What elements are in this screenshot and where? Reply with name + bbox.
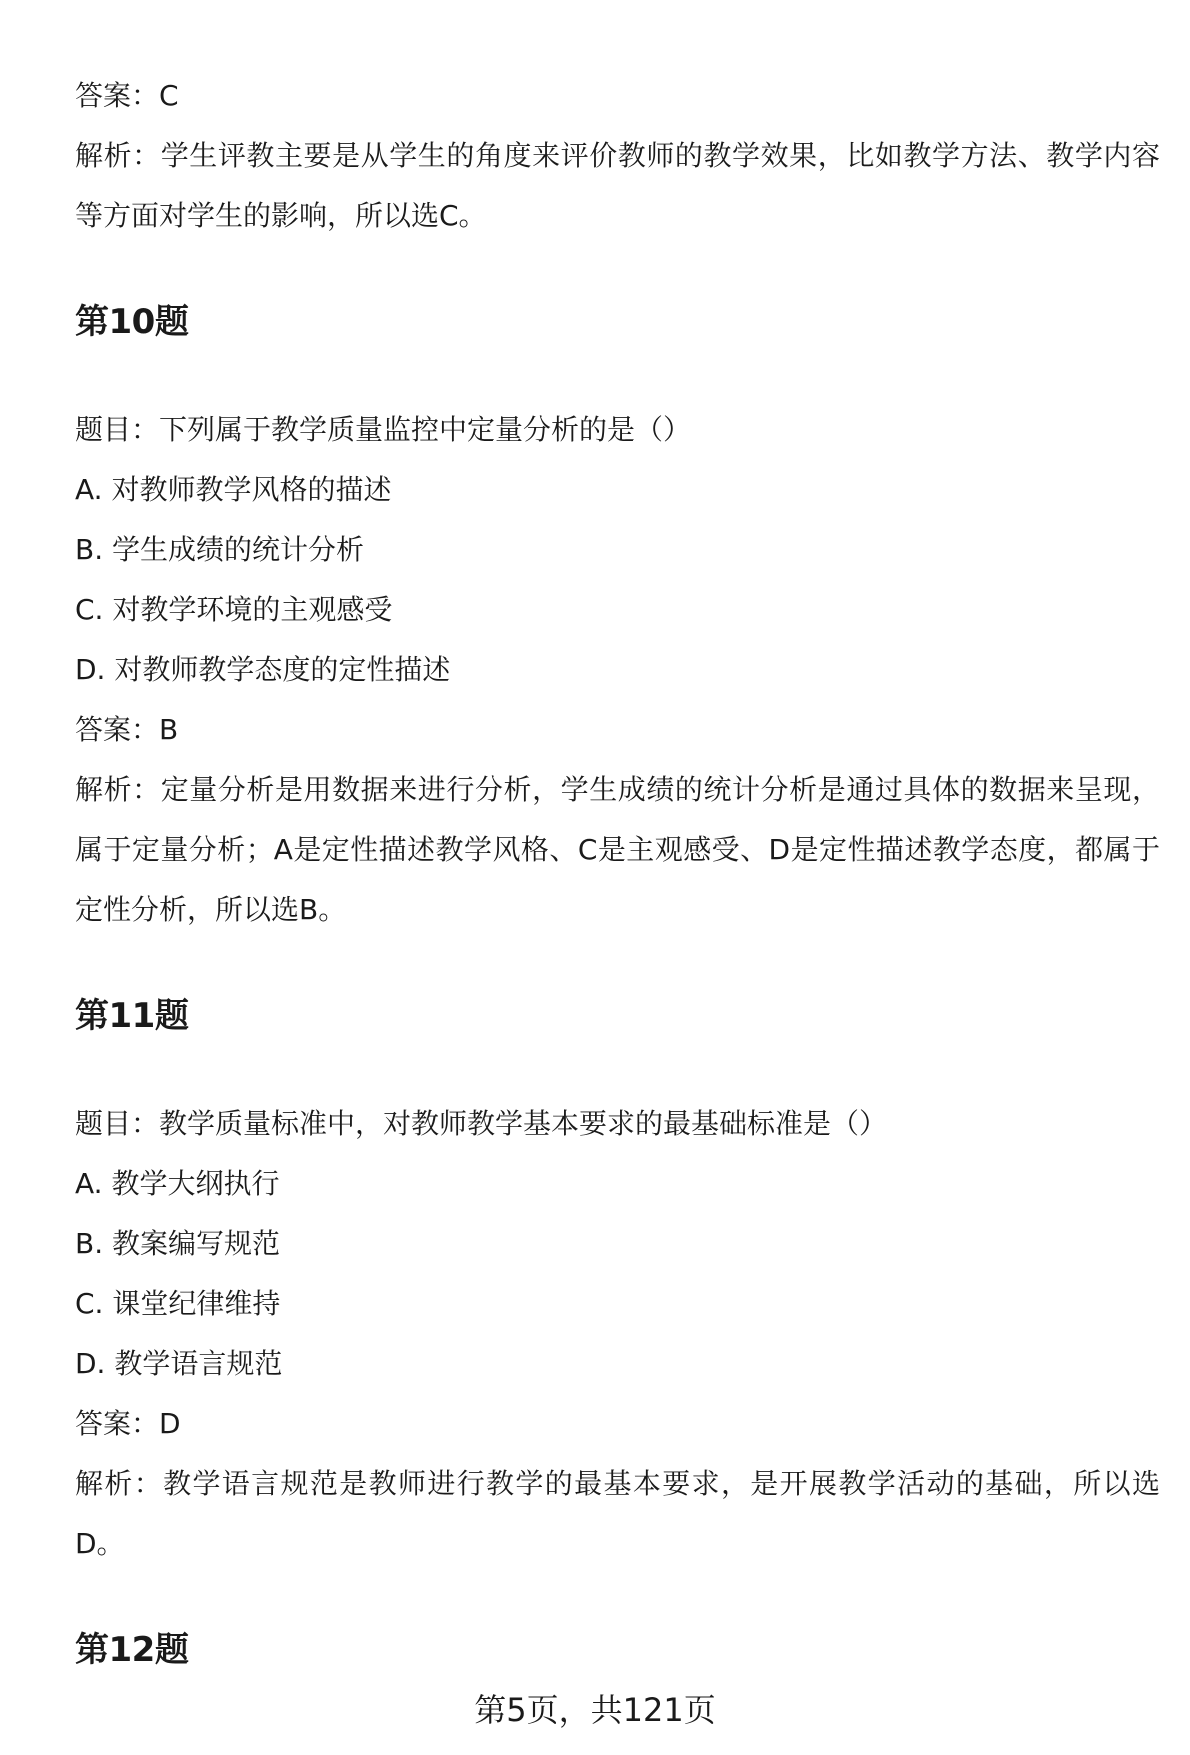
answer-line: 答案：D [75,1407,181,1440]
answer-line: 答案：B [75,713,179,746]
question-heading: 第10题 [75,302,189,342]
option-c: C. 课堂纪律维持 [75,1287,281,1320]
question-text: 题目：教学质量标准中，对教师教学基本要求的最基础标准是（） [75,1107,888,1140]
answer-line: 答案：C [75,79,179,112]
option-b: B. 教案编写规范 [75,1227,281,1260]
analysis-paragraph: 解析：定量分析是用数据来进行分析，学生成绩的统计分析是通过具体的数据来呈现，属于定量分析；A是定性描述教学风格、C是主观感受、D是定性描述教学态度，都属于定性分析，所以选B。 [75,773,1160,926]
analysis-paragraph: 解析：学生评教主要是从学生的角度来评价教师的教学效果，比如教学方法、教学内容等方面对学生的影响，所以选C。 [75,139,1160,232]
question-text: 题目：下列属于教学质量监控中定量分析的是（） [75,413,692,446]
question-heading: 第12题 [75,1630,189,1670]
option-a: A. 教学大纲执行 [75,1167,280,1200]
option-d: D. 对教师教学态度的定性描述 [75,653,451,686]
page-footer: 第5页，共121页 [474,1691,716,1729]
option-d: D. 教学语言规范 [75,1347,283,1380]
option-c: C. 对教学环境的主观感受 [75,593,393,626]
question-heading: 第11题 [75,996,189,1036]
page-content [75,66,1160,1728]
analysis-paragraph: 解析：教学语言规范是教师进行教学的最基本要求，是开展教学活动的基础，所以选D。 [75,1467,1160,1560]
option-b: B. 学生成绩的统计分析 [75,533,365,566]
option-a: A. 对教师教学风格的描述 [75,473,392,506]
